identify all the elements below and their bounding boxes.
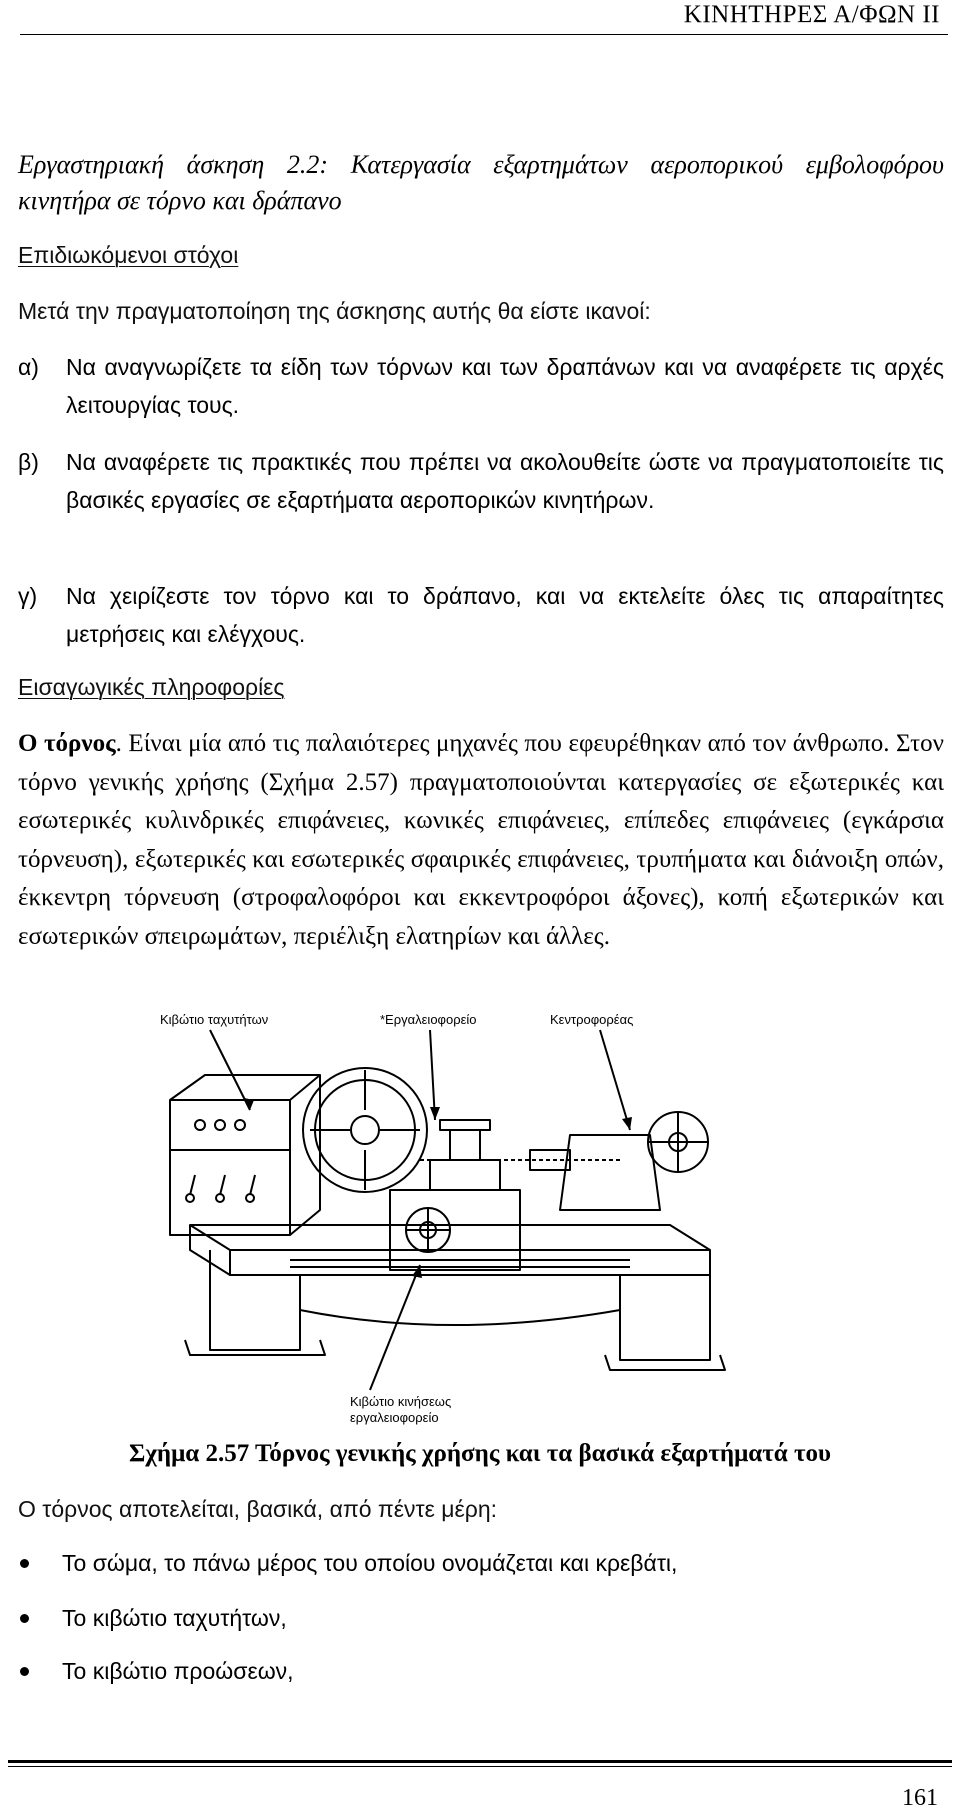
objective-label: α) (18, 354, 39, 380)
objectives-heading: Επιδιωκόμενοι στόχοι (18, 242, 239, 268)
bullet-icon (20, 1667, 29, 1676)
bullet-icon (20, 1614, 29, 1623)
footer-rule (8, 1760, 952, 1763)
objective-item-b (18, 443, 944, 519)
header-rule (20, 34, 948, 35)
objective-text: Να χειρίζεστε τον τόρνο και το δράπανο, και να εκτελείτε όλες τις απαραίτητες μετρήσεις και ελέγχους. (66, 583, 944, 647)
intro-text: . Είναι μία από τις παλαιότερες μηχανές που εφευρέθηκαν από τον άνθρωπο. Στον τόρνο γενικής χρήσης (Σχήμα 2.57) πραγματοποιούνται κατεργασίες σε εξωτερικές και εσωτερικές κυλινδρικές επιφάνειες, κωνικές επιφάνειες, επίπεδες επιφάνειες (εγκάρσια τόρνευση), εξωτερικές και εσωτερικές σφαιρικές επιφάνειες, τρυπήματα και διάνοιξη οπών, έκκεντρη τόρνευση (στροφαλοφόροι και εκκεντροφόροι άξονες), κοπή εξωτερικών και εσωτερικών σπειρωμάτων, περιέλιξη ελατηρίων και άλλες. (18, 730, 944, 950)
running-header: ΚΙΝΗΤΗΡΕΣ Α/ΦΩΝ ΙΙ (683, 1, 940, 28)
objective-label: β) (18, 449, 39, 475)
label-apron-line1: Κιβώτιο κινήσεως (350, 1394, 452, 1409)
label-tailstock: Κεντροφορέας (550, 1012, 634, 1027)
list-item (18, 1550, 944, 1577)
intro-heading: Εισαγωγικές πληροφορίες (18, 674, 285, 700)
objectives-lead: Μετά την πραγματοποίηση της άσκησης αυτής θα είστε ικανοί: (18, 298, 651, 324)
intro-bold-term: Ο τόρνος (18, 730, 116, 757)
footer-rule-thin (8, 1766, 952, 1767)
label-toolpost: *Εργαλειοφορείο (380, 1012, 477, 1027)
list-item-text: Το κιβώτιο ταχυτήτων, (62, 1605, 287, 1631)
page-number: 161 (902, 1785, 938, 1811)
objective-item-c (18, 577, 944, 653)
list-item-text: Το κιβώτιο προώσεων, (62, 1658, 294, 1684)
label-gearbox: Κιβώτιο ταχυτήτων (160, 1012, 269, 1027)
list-item-text: Το σώμα, το πάνω μέρος του οποίου ονομάζεται και κρεβάτι, (62, 1550, 678, 1576)
exercise-title: Εργαστηριακή άσκηση 2.2: Κατεργασία εξαρτημάτων αεροπορικού εμβολοφόρου κινητήρα σε τόρνο και δράπανο (18, 150, 944, 215)
lathe-illustration (150, 1010, 770, 1430)
objective-label: γ) (18, 583, 38, 609)
figure-caption: Σχήμα 2.57 Τόρνος γενικής χρήσης και τα βασικά εξαρτήματά του (129, 1440, 831, 1467)
list-item (18, 1658, 944, 1685)
parts-lead: Ο τόρνος αποτελείται, βασικά, από πέντε μέρη: (18, 1496, 498, 1522)
bullet-icon (20, 1559, 29, 1568)
label-apron-line2: εργαλειοφορείο (350, 1410, 439, 1425)
objective-text: Να αναγνωρίζετε τα είδη των τόρνων και των δραπάνων και να αναφέρετε τις αρχές λειτουργίας τους. (66, 354, 944, 418)
objective-item-a (18, 348, 944, 424)
objective-text: Να αναφέρετε τις πρακτικές που πρέπει να ακολουθείτε ώστε να πραγματοποιείτε τις βασικές εργασίες σε εξαρτήματα αεροπορικών κινητήρων. (66, 449, 944, 513)
intro-paragraph (18, 725, 944, 956)
list-item (18, 1605, 944, 1632)
